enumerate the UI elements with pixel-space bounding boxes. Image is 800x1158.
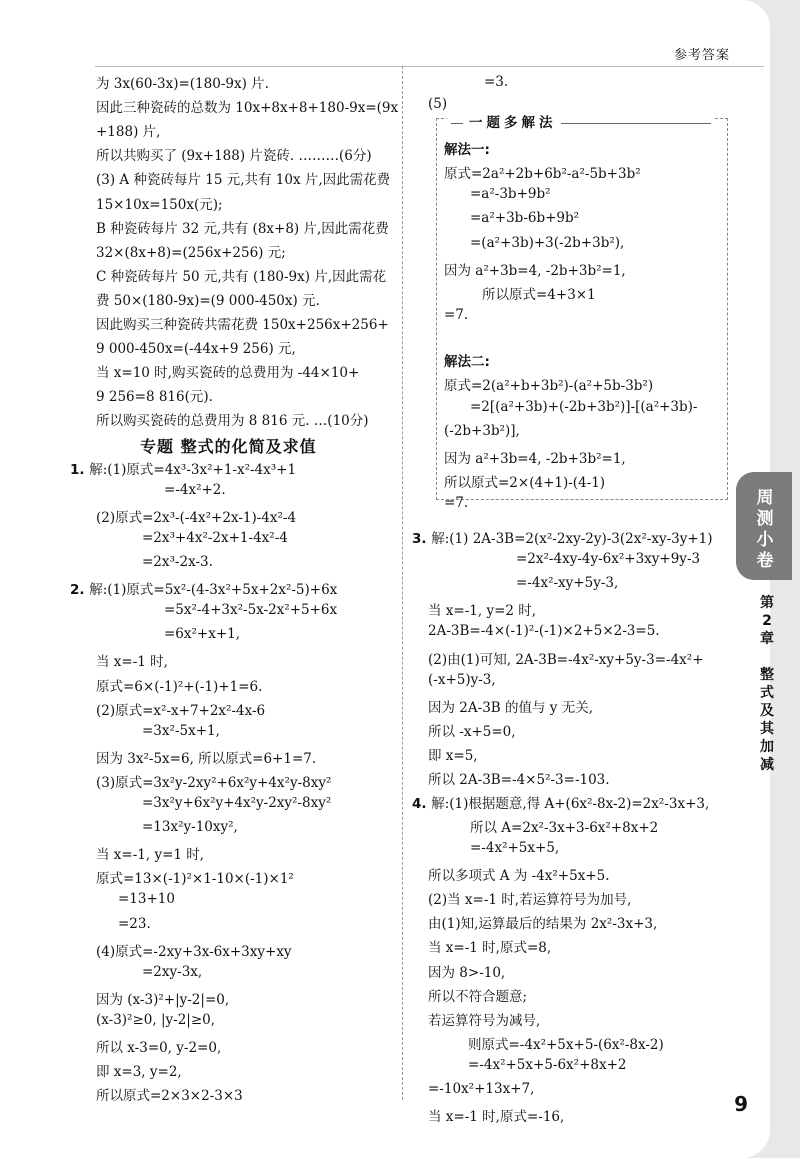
chapter-char: 第: [760, 595, 774, 611]
right-line: 因为 a²+3b=4, -2b+3b²=1,: [444, 451, 626, 467]
tab-char: 测: [756, 509, 774, 529]
left-line: C 种瓷砖每片 50 元,共有 (180-9x) 片,因此需花: [96, 268, 387, 285]
chapter-char: [752, 648, 782, 666]
chapter-char: 及: [760, 703, 774, 719]
multi-solution-tag: 一题多解法: [447, 111, 715, 131]
chapter-char: 章: [760, 631, 774, 647]
left-line: 费 50×(180-9x)=(9 000-450x) 元.: [96, 292, 320, 309]
right-line: =a²-3b+9b²: [470, 186, 551, 202]
left-line: (4)原式=-2xy+3x-6x+3xy+xy: [96, 943, 292, 960]
left-line: (3)原式=3x²y-2xy²+6x²y+4x²y-8xy²: [96, 774, 332, 791]
left-line: 1. 解:(1)原式=4x³-3x²+1-x²-4x³+1: [70, 461, 297, 478]
right-line: =(a²+3b)+3(-2b+3b²),: [470, 235, 625, 251]
right-line: =-4x²+5x+5,: [470, 840, 560, 856]
left-line: 当 x=10 时,购买瓷砖的总费用为 -44×10+: [96, 365, 360, 382]
right-line: =-4x²-xy+5y-3,: [516, 575, 619, 591]
left-line: =2xy-3x,: [142, 963, 203, 980]
left-line: 32×(8x+8)=(256x+256) 元;: [96, 244, 286, 261]
left-line: 所以原式=2×3×2-3×3: [96, 1088, 243, 1105]
right-line: =2x²-4xy-4y-6x²+3xy+9y-3: [516, 551, 701, 567]
left-line: =2x³-2x-3.: [142, 554, 213, 570]
tab-char: 周: [756, 488, 774, 508]
left-line: =3x²y+6x²y+4x²y-2xy²-8xy²: [142, 795, 332, 811]
chapter-char: 2: [762, 613, 772, 629]
right-line: 所以 2A-3B=-4×5²-3=-103.: [428, 772, 610, 788]
left-line: 为 3x(60-3x)=(180-9x) 片.: [96, 76, 269, 92]
left-line: 所以共购买了 (9x+188) 片瓷砖. ………(6分): [96, 148, 372, 165]
left-line: =5x²-4+3x²-5x-2x²+5+6x: [164, 602, 338, 619]
right-line: 所以原式=2×(4+1)-(4-1): [444, 475, 606, 491]
left-line: =6x²+x+1,: [164, 626, 241, 643]
right-line: =3.: [484, 74, 509, 90]
left-line: 2. 解:(1)原式=5x²-(4-3x²+5x+2x²-5)+6x: [70, 582, 338, 599]
right-line: 因为 a²+3b=4, -2b+3b²=1,: [444, 263, 626, 279]
right-line: (2)当 x=-1 时,若运算符号为加号,: [428, 892, 632, 908]
right-line: =-4x²+5x+5-6x²+8x+2: [468, 1057, 627, 1073]
left-line: (2)原式=2x³-(-4x²+2x-1)-4x²-4: [96, 509, 297, 526]
chapter-char: 加: [760, 739, 774, 755]
left-line: 所以购买瓷砖的总费用为 8 816 元. …(10分): [96, 413, 369, 430]
column-divider: [402, 66, 403, 1100]
left-line: 因此三种瓷砖的总数为 10x+8x+8+180-9x=(9x: [96, 100, 399, 117]
section-title: 专题 整式的化简及求值: [140, 436, 317, 456]
right-line: 由(1)知,运算最后的结果为 2x²-3x+3,: [428, 916, 658, 932]
right-line: 原式=2a²+2b+6b²-a²-5b+3b²: [444, 166, 641, 182]
left-line: 15×10x=150x(元);: [96, 196, 223, 213]
right-line: 当 x=-1, y=2 时,: [428, 603, 537, 619]
tab-char: 小: [756, 530, 774, 550]
right-line: 当 x=-1 时,原式=-16,: [428, 1109, 565, 1125]
right-line: 所以不符合题意;: [428, 989, 528, 1005]
left-line: 原式=13×(-1)²×1-10×(-1)×1²: [96, 871, 294, 888]
left-line: 所以 x-3=0, y-2=0,: [96, 1040, 222, 1056]
left-line: =23.: [118, 915, 151, 932]
right-line: 则原式=-4x²+5x+5-(6x²-8x-2): [468, 1037, 664, 1053]
left-line: 原式=6×(-1)²+(-1)+1=6.: [96, 678, 263, 695]
right-line: =7.: [444, 307, 469, 323]
right-line: 若运算符号为减号,: [428, 1013, 541, 1029]
right-line: =7.: [444, 495, 469, 511]
right-line: 解法一:: [444, 142, 490, 158]
chapter-char: 减: [760, 757, 774, 773]
left-line: 因此购买三种瓷砖共需花费 150x+256x+256+: [96, 317, 389, 333]
chapter-label: [752, 594, 782, 774]
left-line: (3) A 种瓷砖每片 15 元,共有 10x 片,因此需花费: [96, 172, 391, 189]
right-line: 当 x=-1 时,原式=8,: [428, 940, 552, 956]
left-line: =13x²y-10xy²,: [142, 819, 238, 836]
left-line: 9 000-450x=(-44x+9 256) 元,: [96, 341, 296, 358]
left-line: 当 x=-1, y=1 时,: [96, 847, 205, 864]
right-line: =2[(a²+3b)+(-2b+3b²)]-[(a²+3b)-: [470, 399, 698, 415]
right-line: 因为 8>-10,: [428, 965, 506, 981]
chapter-char: 其: [760, 721, 774, 737]
right-line: 所以 -x+5=0,: [428, 724, 516, 740]
right-line: 4. 解:(1)根据题意,得 A+(6x²-8x-2)=2x²-3x+3,: [412, 796, 710, 812]
header-divider: [95, 66, 764, 67]
left-line: =3x²-5x+1,: [142, 722, 220, 739]
right-line: 原式=2(a²+b+3b²)-(a²+5b-3b²): [444, 378, 654, 394]
right-line: 即 x=5,: [428, 748, 478, 764]
right-line: (-x+5)y-3,: [428, 672, 496, 688]
chapter-char: 式: [760, 685, 774, 701]
left-line: =-4x²+2.: [164, 481, 226, 498]
right-line: 所以原式=4+3×1: [482, 287, 596, 303]
right-line: =a²+3b-6b+9b²: [470, 210, 580, 226]
header-title: 参考答案: [673, 48, 730, 63]
right-line: (5): [428, 96, 448, 112]
left-line: 因为 3x²-5x=6, 所以原式=6+1=7.: [96, 750, 317, 767]
chapter-char: 整: [760, 667, 774, 683]
section-tab-label: [748, 488, 782, 572]
left-line: +188) 片,: [96, 124, 161, 141]
left-line: 即 x=3, y=2,: [96, 1064, 182, 1081]
right-line: 解法二:: [444, 354, 490, 370]
left-line: 当 x=-1 时,: [96, 654, 168, 671]
left-line: 9 256=8 816(元).: [96, 389, 213, 406]
left-line: =13+10: [118, 891, 175, 908]
left-line: 因为 (x-3)²+|y-2|=0,: [96, 991, 230, 1008]
right-line: 所以 A=2x²-3x+3-6x²+8x+2: [470, 820, 659, 836]
left-line: (x-3)²≥0, |y-2|≥0,: [96, 1011, 216, 1028]
right-line: (2)由(1)可知, 2A-3B=-4x²-xy+5y-3=-4x²+: [428, 652, 704, 668]
page-number: 9: [734, 1092, 748, 1116]
left-line: =2x³+4x²-2x+1-4x²-4: [142, 529, 288, 546]
right-line: 2A-3B=-4×(-1)²-(-1)×2+5×2-3=5.: [428, 623, 660, 639]
right-line: (-2b+3b²)],: [444, 423, 520, 439]
right-line: 3. 解:(1) 2A-3B=2(x²-2xy-2y)-3(2x²-xy-3y+1): [412, 531, 713, 547]
left-line: B 种瓷砖每片 32 元,共有 (8x+8) 片,因此需花费: [96, 220, 389, 237]
right-line: =-10x²+13x+7,: [428, 1081, 535, 1097]
right-line: 因为 2A-3B 的值与 y 无关,: [428, 700, 593, 716]
right-line: 所以多项式 A 为 -4x²+5x+5.: [428, 868, 610, 884]
left-line: (2)原式=x²-x+7+2x²-4x-6: [96, 702, 266, 719]
tab-char: 卷: [756, 551, 774, 571]
